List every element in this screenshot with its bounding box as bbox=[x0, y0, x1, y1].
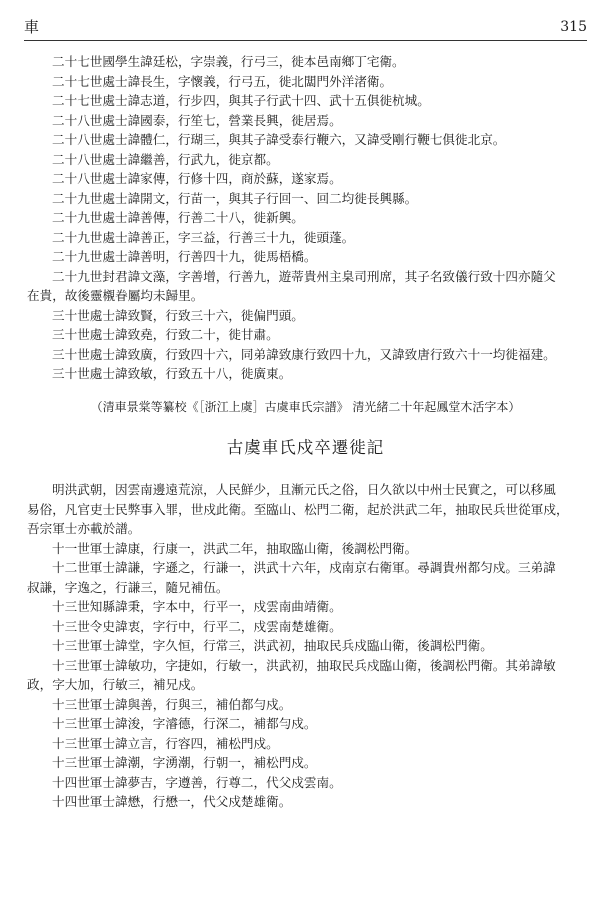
text-line: 三十世處士諱致敏，行致五十八，徙廣東。 bbox=[52, 366, 292, 381]
text-line: 二十九世封君諱文藻，字善增，行善九，遊蒂貴州主臬司刑席，其子名致儀行致十四亦隨父 bbox=[52, 268, 556, 284]
text-line: 十三世軍士諱潮，字湧潮，行朝一，補松門戍。 bbox=[52, 755, 317, 770]
text-line: 二十八世處士諱繼善，行武九，徙京都。 bbox=[52, 151, 279, 167]
text-line: 叔謙，字逸之，行謙三，隨兄補伍。 bbox=[27, 579, 229, 595]
text-line: 十三世令史諱衷，字行中，行平二，戍雲南楚雄衛。 bbox=[52, 618, 342, 634]
text-line: 明洪武朝，因雲南邊遠荒涼，人民鮮少，且漸元氏之俗，日久欲以中州士民實之，可以移風 bbox=[52, 482, 556, 497]
text-line: 二十八世處士諱家傳，行修十四，商於蘇，遂家焉。 bbox=[52, 171, 342, 186]
text-line: 在貴，故後靈櫬眷屬均未歸里。 bbox=[27, 288, 204, 303]
text-line: 三十世處士諱致堯，行致二十，徙甘肅。 bbox=[52, 327, 279, 342]
text-line: 吾宗軍士亦載於譜。 bbox=[27, 521, 141, 536]
text-line: 二十九世處士諱善明，行善四十九，徙馬梧橋。 bbox=[52, 249, 317, 264]
text-line: 二十七世處士諱長生，字懷義，行弓五，徙北闆門外洋渚衛。 bbox=[52, 73, 393, 89]
text-line: 二十九世處士諱開文，行苗一，與其子行回一、回二均徙長興縣。 bbox=[52, 190, 418, 206]
text-line: 二十七世國學生諱廷松，字崇義，行弓三，徙本邑南鄉丁宅衛。 bbox=[52, 54, 405, 69]
text-line: 二十八世處士諱體仁，行瑚三，與其子諱受泰行鞭六，又諱受剛行鞭七俱徙北京。 bbox=[52, 132, 506, 147]
text-line: 二十八世處士諱國泰，行笙七，營業長興，徙居焉。 bbox=[52, 112, 342, 128]
text-line: 十三世軍士諱浚，字濬德，行深二，補都勻戍。 bbox=[52, 716, 317, 731]
text-line: 十三世軍士諱敏功，字捷如，行敏一，洪武初，抽取民兵戍臨山衛，後調松門衛。其弟諱敏 bbox=[52, 657, 556, 673]
text-line: 三十世處士諱致廣，行致四十六，同弟諱致康行致四十九，又諱致唐行致六十一均徙福建。 bbox=[52, 346, 556, 362]
text-line: 十三世軍士諱與善，行與三，補伯都勻戍。 bbox=[52, 696, 292, 712]
text-line: 二十九世處士諱善正，字三益，行善三十九，徙頭蓬。 bbox=[52, 229, 355, 245]
section-title: 古虞車氏戍卒遷徙記 bbox=[226, 438, 385, 457]
text-line: 十三世軍士諱立言，行容四，補松門戍。 bbox=[52, 735, 279, 751]
text-line: 二十九世處士諱善傳，行善二十八，徙新興。 bbox=[52, 210, 304, 225]
text-line: 十一世軍士諱康，行康一，洪武二年，抽取臨山衛，後調松門衛。 bbox=[52, 540, 418, 556]
text-line: 易俗，凡官吏士民弊事入罪，世戍此衛。至臨山、松門二衛，起於洪武二年，抽取民兵世從軍戍， bbox=[27, 501, 569, 517]
page-number: 315 bbox=[560, 19, 587, 35]
text-line: 政，字大加，行敏三，補兄戍。 bbox=[27, 677, 204, 692]
text-line: 十三世軍士諱堂，字久恒，行常三，洪武初，抽取民兵戍臨山衛，後調松門衛。 bbox=[52, 638, 493, 653]
running-title: 車 bbox=[24, 18, 40, 36]
page-header bbox=[24, 18, 587, 41]
source-caption: （清車景棠等纂校《［浙江上虞］古虞車氏宗譜》 清光緒二十年起鳳堂木活字本） bbox=[90, 400, 521, 414]
text-line: 十四世軍士諱夢吉，字遵善，行尊二，代父戍雲南。 bbox=[52, 774, 342, 790]
text-line: 三十世處士諱致賢，行致三十六，徙偏門頭。 bbox=[52, 307, 304, 323]
text-line: 二十七世處士諱志道，行步四，與其子行武十四、武十五俱徙杭城。 bbox=[52, 93, 430, 108]
text-line: 十三世知縣諱秉，字本中，行平一，戍雲南曲靖衛。 bbox=[52, 599, 342, 614]
text-line: 十四世軍士諱懋，行懋一，代父戍楚雄衛。 bbox=[52, 794, 292, 809]
text-line: 十二世軍士諱謙，字遜之，行謙一，洪武十六年，戍南京右衛軍。尋調貴州都匀戍。三弟諱 bbox=[52, 560, 556, 575]
